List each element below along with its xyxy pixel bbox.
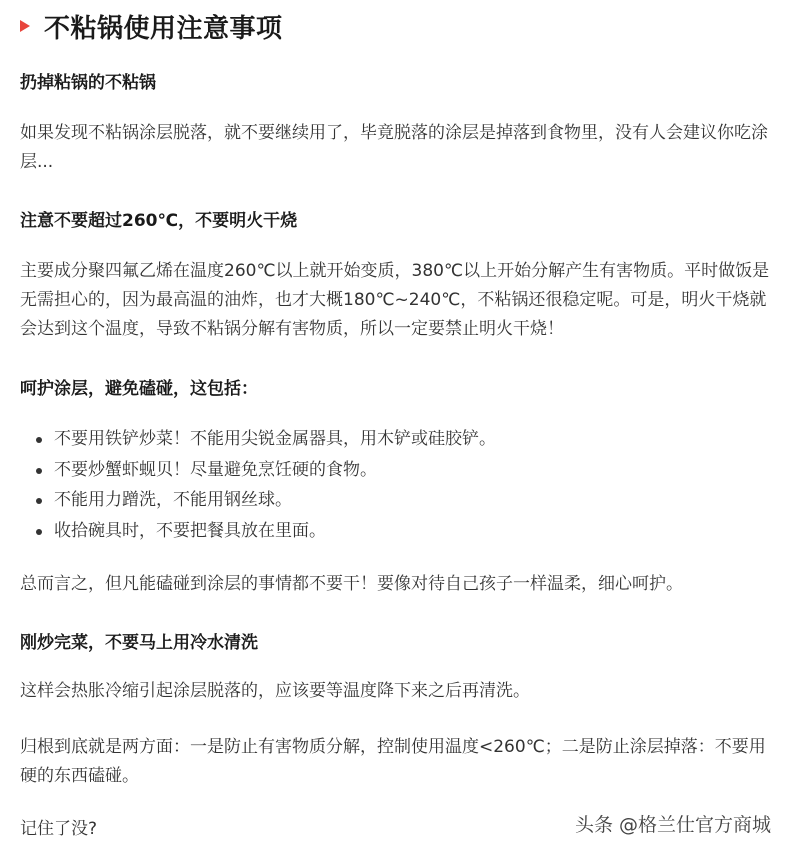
summary-paragraph: 归根到底就是两方面：一是防止有害物质分解，控制使用温度<260℃；二是防止涂层掉落：不要用硬的东西磕碰。	[20, 737, 766, 786]
list-item: 不要用铁铲炒菜！不能用尖锐金属器具，用木铲或硅胶铲。	[36, 424, 756, 455]
list-item: 收拾碗具时，不要把餐具放在里面。	[36, 516, 756, 547]
section-heading-3: 呵护涂层，避免磕碰，这包括：	[20, 379, 258, 399]
list-item: 不能用力蹭洗，不能用钢丝球。	[36, 485, 756, 516]
closing-text: 记住了没?	[20, 819, 98, 839]
section-heading-2: 注意不要超过260℃，不要明火干烧	[20, 211, 298, 231]
section-paragraph-2: 主要成分聚四氟乙烯在温度260℃以上就开始变质，380℃以上开始分解产生有害物质。平时做饭是无需担心的，因为最高温的油炸，也才大概180℃~240℃，不粘锅还很稳定呢。可是，明火干烧就会达到这个温度，导致不粘锅分解有害物质，所以一定要禁止明火干烧！	[20, 261, 770, 339]
triangle-bullet-icon	[20, 20, 30, 32]
section-heading-4: 刚炒完菜，不要马上用冷水清洗	[20, 633, 258, 653]
section-paragraph-3: 总而言之，但凡能磕碰到涂层的事情都不要干！要像对待自己孩子一样温柔，细心呵护。	[20, 574, 683, 594]
list-item: 不要炒蟹虾蚬贝！尽量避免烹饪硬的食物。	[36, 455, 756, 486]
watermark-text: 头条 @格兰仕官方商城	[574, 814, 771, 836]
section-paragraph-4: 这样会热胀冷缩引起涂层脱落的，应该要等温度降下来之后再清洗。	[20, 681, 530, 701]
tips-list	[36, 424, 756, 546]
section-heading-1: 扔掉粘锅的不粘锅	[20, 73, 156, 93]
title-row	[20, 8, 283, 44]
section-paragraph-1: 如果发现不粘锅涂层脱落，就不要继续用了，毕竟脱落的涂层是掉落到食物里，没有人会建议你吃涂层...	[20, 123, 768, 172]
page-title: 不粘锅使用注意事项	[44, 13, 283, 44]
